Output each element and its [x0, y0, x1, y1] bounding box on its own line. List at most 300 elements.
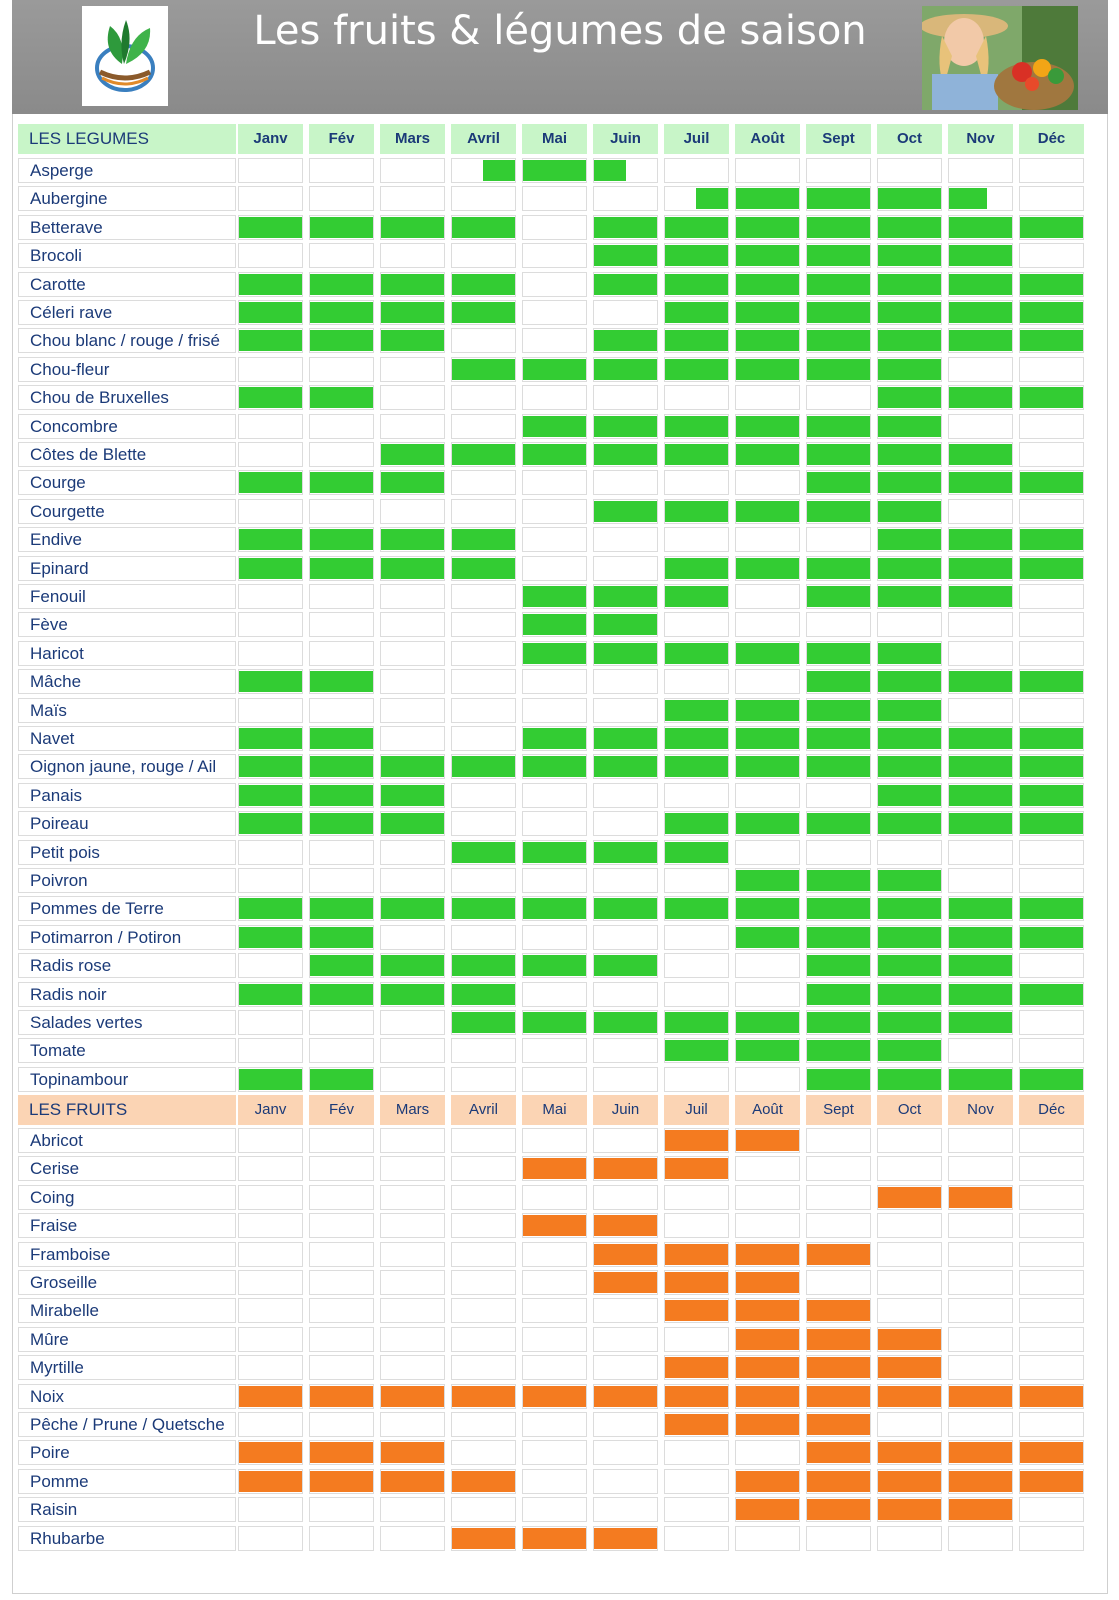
- season-bar: [807, 472, 870, 493]
- month-cell: [735, 584, 800, 609]
- month-cell: [380, 272, 445, 297]
- month-cell: [806, 982, 871, 1007]
- month-cell: [664, 726, 729, 751]
- month-cell: [309, 300, 374, 325]
- month-cell: [238, 982, 303, 1007]
- season-bar: [1020, 387, 1083, 408]
- month-cell: [948, 1185, 1013, 1210]
- season-bar: [310, 955, 373, 976]
- month-cell: [380, 442, 445, 467]
- month-cell: [806, 556, 871, 581]
- season-bar: [381, 1442, 444, 1463]
- season-bar: [878, 330, 941, 351]
- month-cell: [877, 186, 942, 211]
- season-bar: [665, 217, 728, 238]
- season-bar: [239, 387, 302, 408]
- row-label: Courgette: [18, 499, 236, 524]
- month-cell: [806, 925, 871, 950]
- season-bar: [807, 1442, 870, 1463]
- month-cell: [309, 698, 374, 723]
- month-cell: [380, 215, 445, 240]
- season-bar: [452, 529, 515, 550]
- month-cell: [806, 584, 871, 609]
- month-cell: [735, 669, 800, 694]
- month-cell: [877, 1128, 942, 1153]
- month-cell: [806, 1327, 871, 1352]
- month-cell: [522, 1213, 587, 1238]
- season-bar: [1020, 1069, 1083, 1090]
- season-bar: [310, 671, 373, 692]
- month-cell: [451, 1038, 516, 1063]
- season-bar: [523, 586, 586, 607]
- season-bar: [594, 416, 657, 437]
- row-label: Navet: [18, 726, 236, 751]
- month-cell: [309, 1128, 374, 1153]
- season-bar: [807, 1300, 870, 1321]
- month-cell: [1019, 1242, 1084, 1267]
- season-bar: [665, 1158, 728, 1179]
- month-cell: [238, 215, 303, 240]
- month-cell: [238, 499, 303, 524]
- month-cell: [593, 811, 658, 836]
- month-cell: [806, 868, 871, 893]
- season-bar: [736, 245, 799, 266]
- month-cell: [735, 868, 800, 893]
- fruits-section-header: LES FRUITS: [18, 1095, 236, 1125]
- month-cell: [238, 783, 303, 808]
- season-bar: [381, 1471, 444, 1492]
- season-bar: [1020, 728, 1083, 749]
- season-bar: [807, 756, 870, 777]
- month-cell: [664, 328, 729, 353]
- month-cell: [877, 243, 942, 268]
- season-bar: [523, 842, 586, 863]
- season-bar: [239, 898, 302, 919]
- month-cell: [664, 982, 729, 1007]
- month-cell: [1019, 1213, 1084, 1238]
- month-cell: [309, 470, 374, 495]
- row-label: Maïs: [18, 698, 236, 723]
- month-cell: [522, 328, 587, 353]
- season-bar: [807, 501, 870, 522]
- month-cell: [735, 1412, 800, 1437]
- month-cell: [948, 1497, 1013, 1522]
- season-bar: [736, 1130, 799, 1151]
- row-label: Fenouil: [18, 584, 236, 609]
- month-cell: [380, 754, 445, 779]
- season-bar: [807, 1357, 870, 1378]
- month-cell: [877, 328, 942, 353]
- season-bar: [239, 472, 302, 493]
- month-cell: [877, 1355, 942, 1380]
- month-cell: [593, 1384, 658, 1409]
- season-bar: [949, 274, 1012, 295]
- month-cell: [238, 726, 303, 751]
- month-cell: [451, 527, 516, 552]
- season-bar: [523, 444, 586, 465]
- month-cell: [309, 641, 374, 666]
- row-label: Pommes de Terre: [18, 896, 236, 921]
- season-bar: [736, 1386, 799, 1407]
- month-cell: [948, 243, 1013, 268]
- row-label: Poireau: [18, 811, 236, 836]
- season-bar: [523, 643, 586, 664]
- season-bar: [807, 416, 870, 437]
- month-cell: [948, 1242, 1013, 1267]
- season-bar: [878, 1499, 941, 1520]
- season-bar: [523, 728, 586, 749]
- month-cell: [593, 982, 658, 1007]
- month-cell: [735, 414, 800, 439]
- month-cell: [238, 754, 303, 779]
- month-cell: [664, 1298, 729, 1323]
- month-cell: [238, 328, 303, 353]
- season-bar: [239, 756, 302, 777]
- month-cell: [451, 1440, 516, 1465]
- month-cell: [309, 186, 374, 211]
- month-cell: [451, 385, 516, 410]
- month-cell: [664, 1067, 729, 1092]
- month-cell: [593, 385, 658, 410]
- season-bar: [736, 700, 799, 721]
- season-bar: [239, 330, 302, 351]
- month-cell: [735, 953, 800, 978]
- month-header: Janv: [238, 124, 303, 154]
- season-bar: [878, 1386, 941, 1407]
- season-bar: [594, 728, 657, 749]
- month-cell: [522, 1067, 587, 1092]
- season-bar: [665, 898, 728, 919]
- month-cell: [522, 669, 587, 694]
- season-bar: [1020, 529, 1083, 550]
- month-cell: [309, 1412, 374, 1437]
- season-bar: [878, 1187, 941, 1208]
- month-cell: [593, 1526, 658, 1551]
- month-cell: [522, 470, 587, 495]
- month-cell: [593, 1298, 658, 1323]
- month-cell: [309, 328, 374, 353]
- season-bar: [878, 245, 941, 266]
- month-cell: [522, 442, 587, 467]
- month-cell: [522, 612, 587, 637]
- month-cell: [664, 1213, 729, 1238]
- month-cell: [806, 1440, 871, 1465]
- month-cell: [593, 1010, 658, 1035]
- month-cell: [806, 527, 871, 552]
- month-cell: [1019, 272, 1084, 297]
- season-bar: [949, 1187, 1012, 1208]
- season-bar: [878, 728, 941, 749]
- season-bar: [665, 728, 728, 749]
- season-bar: [665, 813, 728, 834]
- month-cell: [593, 726, 658, 751]
- month-cell: [451, 556, 516, 581]
- season-bar: [736, 728, 799, 749]
- month-cell: [735, 726, 800, 751]
- row-label: Raisin: [18, 1497, 236, 1522]
- season-bar: [878, 558, 941, 579]
- month-cell: [877, 470, 942, 495]
- month-cell: [309, 357, 374, 382]
- month-cell: [309, 868, 374, 893]
- season-bar: [949, 927, 1012, 948]
- month-cell: [664, 1469, 729, 1494]
- season-bar: [1020, 671, 1083, 692]
- season-bar: [523, 1215, 586, 1236]
- month-cell: [380, 612, 445, 637]
- month-cell: [735, 811, 800, 836]
- month-cell: [877, 1010, 942, 1035]
- season-bar: [310, 927, 373, 948]
- month-cell: [1019, 612, 1084, 637]
- month-cell: [238, 300, 303, 325]
- season-bar: [878, 1442, 941, 1463]
- season-bar: [452, 1471, 515, 1492]
- month-cell: [664, 215, 729, 240]
- season-bar: [665, 586, 728, 607]
- month-header: Mai: [522, 1095, 587, 1125]
- season-bar: [310, 472, 373, 493]
- month-cell: [877, 868, 942, 893]
- month-cell: [522, 982, 587, 1007]
- season-bar: [736, 1244, 799, 1265]
- month-cell: [1019, 470, 1084, 495]
- month-cell: [1019, 499, 1084, 524]
- month-cell: [735, 442, 800, 467]
- season-bar: [239, 671, 302, 692]
- month-header: Août: [735, 1095, 800, 1125]
- season-bar: [1020, 217, 1083, 238]
- season-bar: [594, 501, 657, 522]
- month-cell: [664, 243, 729, 268]
- season-bar: [310, 387, 373, 408]
- season-bar: [310, 529, 373, 550]
- row-label: Topinambour: [18, 1067, 236, 1092]
- month-cell: [664, 641, 729, 666]
- month-cell: [593, 1067, 658, 1092]
- season-bar: [878, 1471, 941, 1492]
- month-cell: [806, 1038, 871, 1063]
- season-bar: [594, 274, 657, 295]
- season-bar: [239, 302, 302, 323]
- month-cell: [238, 1242, 303, 1267]
- month-cell: [948, 300, 1013, 325]
- row-label: Fève: [18, 612, 236, 637]
- season-bar: [878, 501, 941, 522]
- month-cell: [1019, 896, 1084, 921]
- month-cell: [451, 357, 516, 382]
- month-cell: [877, 698, 942, 723]
- month-cell: [1019, 1270, 1084, 1295]
- month-cell: [877, 272, 942, 297]
- month-cell: [1019, 1067, 1084, 1092]
- month-cell: [238, 414, 303, 439]
- month-cell: [664, 442, 729, 467]
- month-header: Oct: [877, 1095, 942, 1125]
- month-cell: [948, 1469, 1013, 1494]
- month-cell: [309, 1526, 374, 1551]
- month-cell: [451, 584, 516, 609]
- season-bar: [949, 756, 1012, 777]
- month-cell: [522, 783, 587, 808]
- month-cell: [522, 1497, 587, 1522]
- month-cell: [309, 272, 374, 297]
- row-label: Radis noir: [18, 982, 236, 1007]
- season-bar: [949, 302, 1012, 323]
- month-cell: [238, 1355, 303, 1380]
- month-cell: [806, 499, 871, 524]
- season-bar: [949, 188, 987, 209]
- month-cell: [806, 1384, 871, 1409]
- month-cell: [522, 868, 587, 893]
- row-label: Mirabelle: [18, 1298, 236, 1323]
- month-cell: [593, 1270, 658, 1295]
- month-cell: [1019, 556, 1084, 581]
- month-cell: [806, 357, 871, 382]
- season-bar: [239, 1471, 302, 1492]
- month-cell: [593, 300, 658, 325]
- month-cell: [877, 754, 942, 779]
- season-bar: [949, 984, 1012, 1005]
- month-cell: [877, 1384, 942, 1409]
- month-cell: [451, 783, 516, 808]
- month-cell: [309, 385, 374, 410]
- month-cell: [877, 1526, 942, 1551]
- month-cell: [451, 754, 516, 779]
- month-cell: [735, 470, 800, 495]
- month-cell: [593, 896, 658, 921]
- month-cell: [380, 527, 445, 552]
- month-cell: [522, 1469, 587, 1494]
- season-bar: [594, 842, 657, 863]
- season-bar: [665, 842, 728, 863]
- month-cell: [238, 243, 303, 268]
- month-cell: [522, 556, 587, 581]
- month-cell: [593, 186, 658, 211]
- season-bar: [807, 700, 870, 721]
- month-cell: [948, 556, 1013, 581]
- month-cell: [451, 243, 516, 268]
- month-cell: [309, 1242, 374, 1267]
- month-cell: [593, 669, 658, 694]
- month-cell: [877, 1156, 942, 1181]
- season-bar: [736, 302, 799, 323]
- month-cell: [1019, 385, 1084, 410]
- month-cell: [451, 186, 516, 211]
- season-bar: [807, 1499, 870, 1520]
- month-cell: [238, 556, 303, 581]
- season-bar: [1020, 785, 1083, 806]
- month-cell: [948, 1213, 1013, 1238]
- month-cell: [735, 1010, 800, 1035]
- row-label: Chou blanc / rouge / frisé: [18, 328, 236, 353]
- month-cell: [735, 754, 800, 779]
- season-bar: [594, 1158, 657, 1179]
- row-label: Tomate: [18, 1038, 236, 1063]
- month-cell: [238, 868, 303, 893]
- month-cell: [451, 698, 516, 723]
- month-cell: [877, 385, 942, 410]
- season-bar: [665, 643, 728, 664]
- row-label: Chou-fleur: [18, 357, 236, 382]
- month-cell: [877, 1270, 942, 1295]
- month-cell: [380, 1185, 445, 1210]
- season-bar: [736, 898, 799, 919]
- month-cell: [806, 243, 871, 268]
- season-bar: [736, 188, 799, 209]
- row-label: Poivron: [18, 868, 236, 893]
- season-bar: [736, 870, 799, 891]
- month-cell: [238, 1128, 303, 1153]
- season-bar: [310, 274, 373, 295]
- season-bar: [452, 984, 515, 1005]
- month-cell: [380, 385, 445, 410]
- month-cell: [451, 1128, 516, 1153]
- month-cell: [948, 896, 1013, 921]
- season-bar: [381, 955, 444, 976]
- month-cell: [380, 1355, 445, 1380]
- month-cell: [380, 1526, 445, 1551]
- month-cell: [877, 1497, 942, 1522]
- month-cell: [948, 1298, 1013, 1323]
- month-cell: [522, 158, 587, 183]
- season-bar: [452, 1528, 515, 1549]
- month-cell: [806, 1067, 871, 1092]
- month-cell: [664, 527, 729, 552]
- row-label: Asperge: [18, 158, 236, 183]
- season-bar: [665, 1300, 728, 1321]
- row-label: Endive: [18, 527, 236, 552]
- month-cell: [451, 1185, 516, 1210]
- season-bar: [310, 728, 373, 749]
- season-bar: [807, 302, 870, 323]
- month-cell: [451, 215, 516, 240]
- season-bar: [310, 1069, 373, 1090]
- season-bar: [807, 444, 870, 465]
- month-cell: [522, 1156, 587, 1181]
- month-cell: [664, 186, 729, 211]
- month-cell: [309, 1384, 374, 1409]
- season-bar: [1020, 984, 1083, 1005]
- month-cell: [309, 527, 374, 552]
- month-cell: [806, 1242, 871, 1267]
- month-cell: [877, 982, 942, 1007]
- month-cell: [735, 1298, 800, 1323]
- month-header: Fév: [309, 124, 374, 154]
- season-bar: [452, 955, 515, 976]
- month-cell: [735, 1327, 800, 1352]
- season-bar: [736, 1499, 799, 1520]
- row-label: Cerise: [18, 1156, 236, 1181]
- season-bar: [665, 1414, 728, 1435]
- season-bar: [594, 756, 657, 777]
- month-cell: [948, 158, 1013, 183]
- month-cell: [948, 1412, 1013, 1437]
- season-bar: [736, 1272, 799, 1293]
- month-cell: [451, 1242, 516, 1267]
- month-cell: [948, 442, 1013, 467]
- row-label: Céleri rave: [18, 300, 236, 325]
- season-bar: [807, 245, 870, 266]
- month-cell: [1019, 414, 1084, 439]
- season-bar: [310, 558, 373, 579]
- month-cell: [877, 1412, 942, 1437]
- season-bar: [594, 160, 626, 181]
- month-cell: [664, 1526, 729, 1551]
- month-cell: [806, 158, 871, 183]
- month-cell: [1019, 698, 1084, 723]
- month-cell: [309, 1038, 374, 1063]
